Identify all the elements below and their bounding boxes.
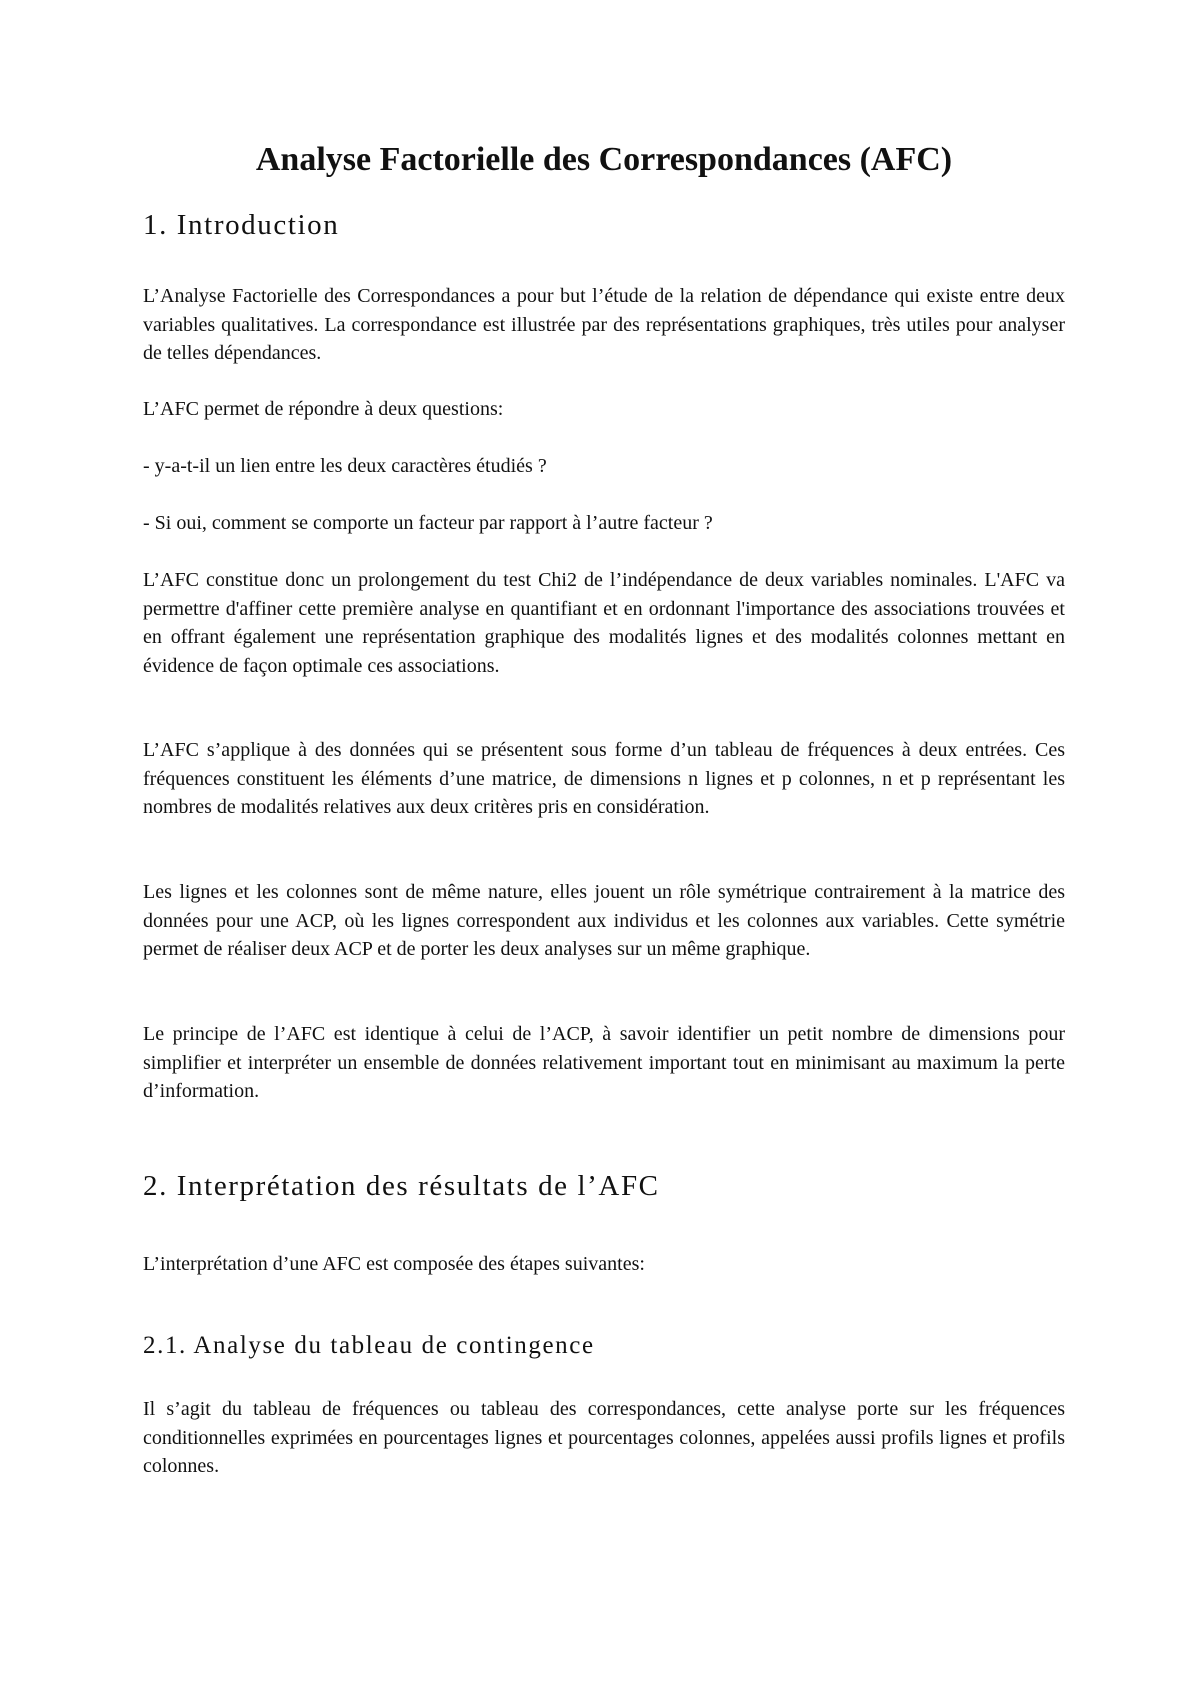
list-item-question-1: - y-a-t-il un lien entre les deux caractères étudiés ? — [143, 455, 547, 477]
paragraph-contingency-analysis: Il s’agit du tableau de fréquences ou tableau des correspondances, cette analyse porte sur les fréquences conditionnelles exprimées en pourcentages lignes et pourcentages colonnes, appelées aussi profils lignes et profils colonnes. — [143, 1398, 1065, 1477]
document-title: Analyse Factorielle des Correspondances (AFC) — [255, 141, 953, 178]
section-heading-interpretation: 2. Interprétation des résultats de l’AFC — [143, 1170, 660, 1202]
paragraph-symmetry: Les lignes et les colonnes sont de même nature, elles jouent un rôle symétrique contrairement à la matrice des données pour une ACP, où les lignes correspondent aux individus et les colonnes aux variables. Cette symétrie permet de réaliser deux ACP et de porter les deux analyses sur un même graphique. — [143, 881, 1065, 960]
paragraph-introduction-purpose: L’Analyse Factorielle des Correspondances a pour but l’étude de la relation de dépendance qui existe entre deux variables qualitatives. La correspondance est illustrée par des représentations graphiques, très utiles pour analyser de telles dépendances. — [143, 285, 1065, 364]
paragraph-principle: Le principe de l’AFC est identique à celui de l’ACP, à savoir identifier un petit nombre de dimensions pour simplifier et interpréter un ensemble de données relativement important tout en minimisant au maximum la perte d’information. — [143, 1023, 1065, 1102]
paragraph-chi2-extension: L’AFC constitue donc un prolongement du test Chi2 de l’indépendance de deux variables nominales. L'AFC va permettre d'affiner cette première analyse en quantifiant et en ordonnant l'importance des associations trouvées et en offrant également une représentation graphique des modalités lignes et des modalités colonnes mettant en évidence de façon optimale ces associations. — [143, 569, 1065, 677]
paragraph-frequency-table: L’AFC s’applique à des données qui se présentent sous forme d’un tableau de fréquences à deux entrées. Ces fréquences constituent les éléments d’une matrice, de dimensions n lignes et p colonnes, n et p représentant les nombres de modalités relatives aux deux critères pris en considération. — [143, 739, 1065, 818]
paragraph-two-questions: L’AFC permet de répondre à deux questions: — [143, 398, 504, 420]
subsection-heading-contingency-table: 2.1. Analyse du tableau de contingence — [143, 1332, 595, 1359]
list-item-question-2: - Si oui, comment se comporte un facteur par rapport à l’autre facteur ? — [143, 512, 713, 534]
paragraph-interpretation-steps: L’interprétation d’une AFC est composée des étapes suivantes: — [143, 1253, 645, 1275]
section-heading-introduction: 1. Introduction — [143, 209, 340, 241]
